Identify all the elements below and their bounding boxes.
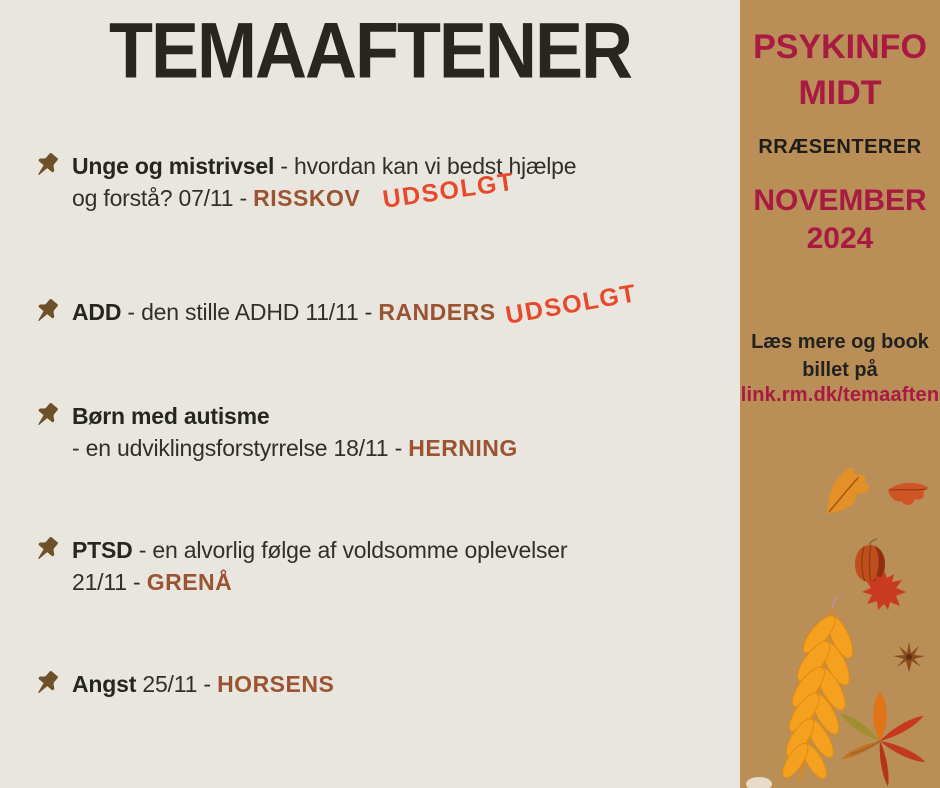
event-topic: Unge og mistrivsel [72,153,275,179]
pushpin-icon [21,143,69,191]
event-text [72,668,334,700]
event-line [72,400,518,432]
pushpin-icon [21,527,69,575]
event-text [72,400,518,464]
event-description: og forstå? 07/11 - [72,185,254,211]
event-city: RANDERS [378,299,496,325]
booking-info [740,328,940,384]
event-city: HERNING [408,435,518,461]
event-description: - den stille ADHD 11/11 - [121,299,379,325]
event-city: GRENÅ [146,569,233,595]
month-line: NOVEMBER [753,184,927,217]
event-item-add [28,296,496,330]
event-topic: Angst [72,671,137,697]
red-leaf-icon [886,480,932,514]
event-description: - en udviklingsforstyrrelse 18/11 - [72,435,409,461]
pushpin-icon [21,289,69,337]
event-description: - hvordan kan vi bedst hjælpe [274,153,577,179]
autumn-leaf-cluster-icon [820,686,932,788]
pushpin-icon [21,393,69,441]
event-text [72,296,496,328]
event-item-ptsd [28,534,567,598]
booking-info-line: billet på [802,359,878,381]
event-description: 21/11 - [72,569,147,595]
page-title: TEMAAFTENER [109,7,631,96]
month-title [740,182,940,258]
oak-leaf-icon [813,461,881,524]
event-line [72,534,567,566]
booking-link[interactable]: link.rm.dk/temaaften [740,384,940,406]
event-city: HORSENS [217,671,335,697]
event-text [72,534,567,598]
month-line: 2024 [806,222,874,255]
event-description: - en alvorlig følge af voldsomme oplevelser [132,537,568,563]
sidebar [740,0,940,788]
brand-line: PSYKINFO [753,28,927,66]
brand-title [740,24,940,116]
brand-line: MIDT [798,74,882,112]
event-item-angst [28,668,334,702]
sold-out-badge: UDSOLGT [503,279,640,330]
event-topic: Børn med autisme [72,403,270,429]
event-description: 25/11 - [136,671,218,697]
pushpin-icon [21,661,69,709]
event-line [72,668,334,700]
presents-label: RRÆSENTERER [758,136,922,158]
leaf-fragment-icon [744,776,774,788]
sold-out-badge: UDSOLGT [380,167,517,214]
event-line [72,432,518,464]
event-line [72,566,567,598]
booking-info-line: Læs mere og book [751,331,929,353]
event-item-boern-med-autisme [28,400,518,464]
event-city: RISSKOV [253,185,361,211]
event-topic: ADD [72,299,122,325]
event-line [72,296,496,328]
star-anise-icon [890,640,928,674]
event-topic: PTSD [72,537,133,563]
